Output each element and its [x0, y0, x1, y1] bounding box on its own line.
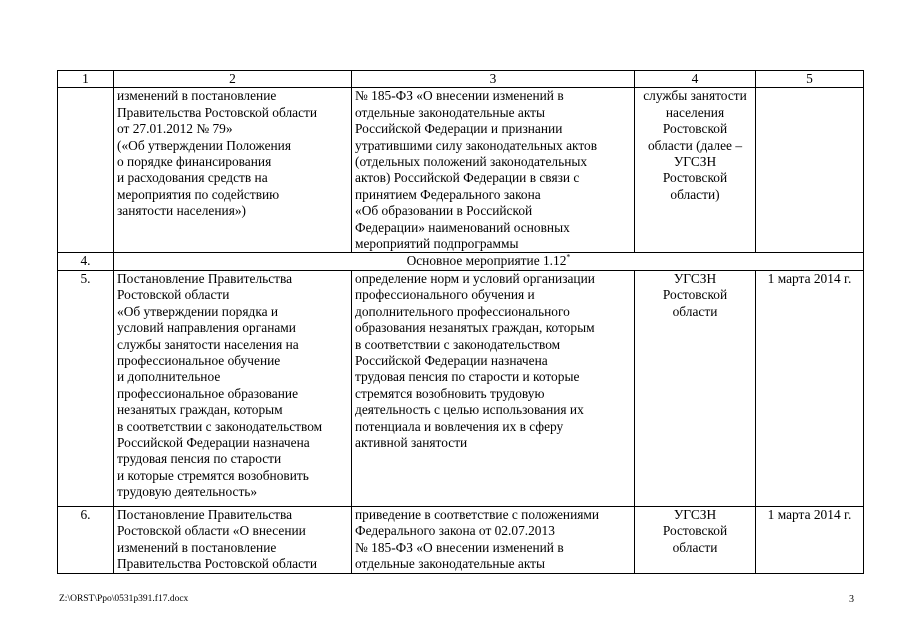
- executor-cell: УГСЗН Ростовской области: [635, 506, 756, 573]
- row-number: 6.: [58, 506, 114, 573]
- page-number: 3: [849, 594, 854, 605]
- column-header-5: 5: [756, 71, 864, 88]
- column-header-4: 4: [635, 71, 756, 88]
- row-number: 4.: [58, 253, 114, 270]
- row-number: 5.: [58, 270, 114, 506]
- deadline-cell: 1 марта 2014 г.: [756, 506, 864, 573]
- column-header-2: 2: [114, 71, 352, 88]
- footer-file-path: Z:\ORST\Ppo\0531p391.f17.docx: [59, 594, 189, 604]
- footnote-mark: *: [566, 253, 571, 262]
- column-header-row: [58, 71, 864, 88]
- main-event-title: [114, 253, 864, 270]
- executor-cell: службы занятости населения Ростовской области (далее – УГСЗН Ростовской области): [635, 88, 756, 253]
- document-name-cell: изменений в постановление Правительства Ростовской области от 27.01.2012 № 79» («Об утверждении Положения о порядке финансирования и расходования средств на мероприятия по содействию занятости населения»): [114, 88, 352, 253]
- deadline-cell: 1 марта 2014 г.: [756, 270, 864, 506]
- main-event-label: Основное мероприятие 1.12: [406, 253, 567, 269]
- table-row: [58, 270, 864, 506]
- table-row: [58, 88, 864, 253]
- executor-cell: УГСЗН Ростовской области: [635, 270, 756, 506]
- column-header-1: 1: [58, 71, 114, 88]
- document-name-cell: Постановление Правительства Ростовской области «О внесении изменений в постановление Правительства Ростовской области: [114, 506, 352, 573]
- purpose-cell: определение норм и условий организации профессионального обучения и дополнительного профессионального образования незанятых граждан, которым в соответствии с законодательством Российской Федерации назначена трудовая пенсия по старости и которые стремятся возобновить трудовую деятельность с целью использования их потенциала и вовлечения их в сферу активной занятости: [352, 270, 635, 506]
- document-name-cell: Постановление Правительства Ростовской области «Об утверждении порядка и условий направления органами службы занятости населения на профессиональное обучение и дополнительное профессиональное образование незанятых граждан, которым в соответствии с законодательством Российской Федерации назначена трудовая пенсия по старости и которые стремятся возобновить трудовую деятельность»: [114, 270, 352, 506]
- document-table: [57, 70, 864, 574]
- row-number: [58, 88, 114, 253]
- column-header-3: 3: [352, 71, 635, 88]
- deadline-cell: [756, 88, 864, 253]
- purpose-cell: приведение в соответствие с положениями Федерального закона от 02.07.2013 № 185-ФЗ «О внесении изменений в отдельные законодательные акты: [352, 506, 635, 573]
- main-event-row: [58, 253, 864, 270]
- purpose-cell: № 185-ФЗ «О внесении изменений в отдельные законодательные акты Российской Федерации и признании утратившими силу законодательных актов (отдельных положений законодательных актов) Российской Федерации в связи с принятием Федерального закона «Об образовании в Российской Федерации» наименований основных мероприятий подпрограммы: [352, 88, 635, 253]
- table-row: [58, 506, 864, 573]
